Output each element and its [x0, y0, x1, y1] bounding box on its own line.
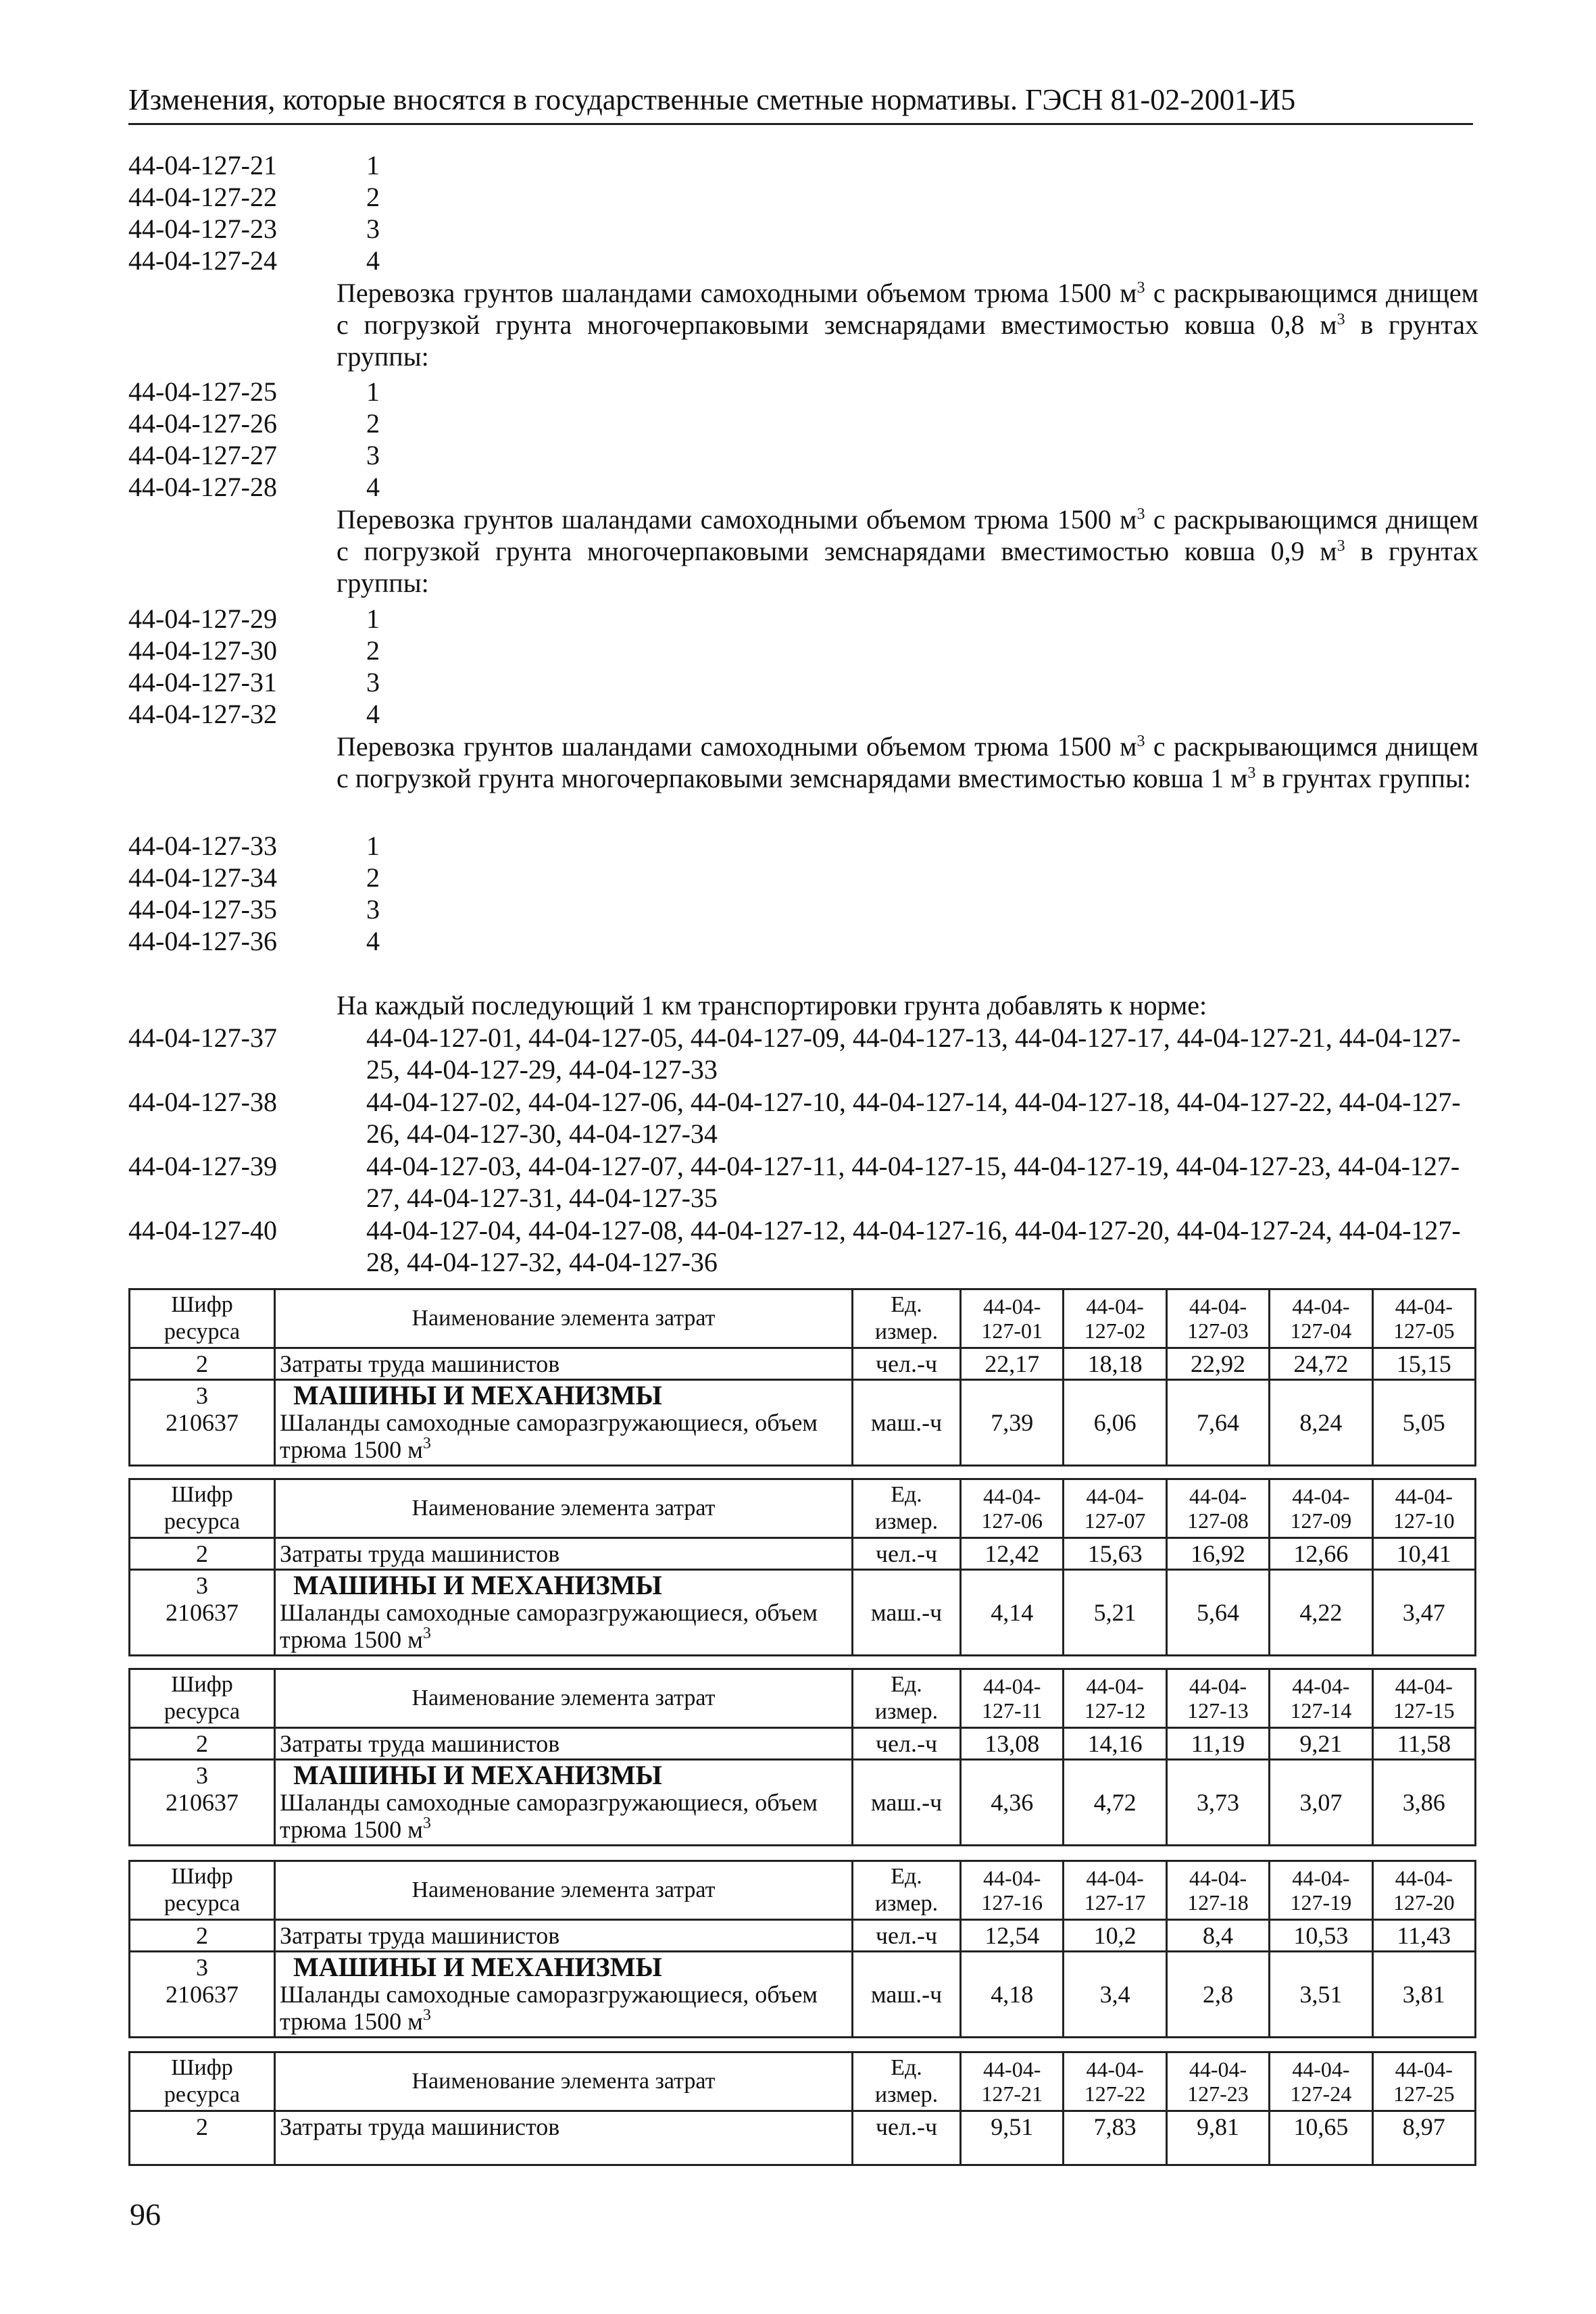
page-header: Изменения, которые вносятся в государственные сметные нормативы. ГЭСН 81-02-2001-И5	[128, 80, 1473, 125]
header-norm-code: 44-04- 127-17	[1064, 1861, 1166, 1920]
header-unit: Ед. измер.	[853, 1479, 961, 1538]
header-norm-code: 44-04- 127-03	[1166, 1289, 1269, 1348]
header-norm-code: 44-04- 127-08	[1166, 1479, 1269, 1538]
header-norm-code: 44-04- 127-10	[1372, 1479, 1475, 1538]
header-norm-code: 44-04- 127-18	[1166, 1861, 1269, 1920]
section-description: Перевозка грунтов шаландами самоходными объемом трюма 1500 $м^3$ с раскрывающимся днищем с погрузкой грунта многочерпаковыми земснарядами вместимостью ковша 1 $м^3$ в грунтах группы:	[336, 731, 1478, 793]
header-name: Наименование элемента затрат	[275, 1479, 853, 1538]
header-cipher: Шифр ресурса	[130, 1479, 275, 1538]
norm-table	[128, 1478, 1476, 1656]
addition-intro: На каждый последующий 1 км транспортировки грунта добавлять к норме:	[336, 990, 1207, 1020]
header-norm-code: 44-04- 127-01	[961, 1289, 1064, 1348]
header-cipher: Шифр ресурса	[130, 1289, 275, 1348]
header-norm-code: 44-04- 127-13	[1166, 1669, 1269, 1728]
header-norm-code: 44-04- 127-20	[1372, 1861, 1475, 1920]
table-row: 2 Затраты труда машинистов чел.-ч 12,42 15,63 16,92 12,66 10,41	[130, 1538, 1476, 1570]
table-row: 2 Затраты труда машинистов чел.-ч 22,17 18,18 22,92 24,72 15,15	[130, 1348, 1476, 1380]
table-row: 3 210637 МАШИНЫ И МЕХАНИЗМЫ Шаланды самоходные саморазгружающиеся, объем трюма 1500 $м^3$ маш.-ч 4,14 5,21 5,64 4,22 3,47	[130, 1570, 1476, 1656]
table-row: 2 Затраты труда машинистов чел.-ч 12,54 10,2 8,4 10,53 11,43	[130, 1920, 1476, 1952]
header-unit: Ед. измер.	[853, 1289, 961, 1348]
table-row: 3 210637 МАШИНЫ И МЕХАНИЗМЫ Шаланды самоходные саморазгружающиеся, объем трюма 1500 $м^3$ маш.-ч 4,18 3,4 2,8 3,51 3,81	[130, 1952, 1476, 2038]
header-cipher: Шифр ресурса	[130, 1861, 275, 1920]
table-row: 3 210637 МАШИНЫ И МЕХАНИЗМЫ Шаланды самоходные саморазгружающиеся, объем трюма 1500 $м^3$ маш.-ч 4,36 4,72 3,73 3,07 3,86	[130, 1760, 1476, 1846]
header-unit: Ед. измер.	[853, 2052, 961, 2111]
table-row: 2 Затраты труда машинистов чел.-ч 13,08 14,16 11,19 9,21 11,58	[130, 1728, 1476, 1760]
header-norm-code: 44-04- 127-05	[1372, 1289, 1475, 1348]
header-norm-code: 44-04- 127-19	[1270, 1861, 1372, 1920]
header-norm-code: 44-04- 127-06	[961, 1479, 1064, 1538]
norm-table	[128, 2051, 1476, 2166]
header-norm-code: 44-04- 127-22	[1064, 2052, 1166, 2111]
header-norm-code: 44-04- 127-09	[1270, 1479, 1372, 1538]
header-norm-code: 44-04- 127-04	[1270, 1289, 1372, 1348]
header-norm-code: 44-04- 127-24	[1270, 2052, 1372, 2111]
header-cipher: Шифр ресурса	[130, 1669, 275, 1728]
header-name: Наименование элемента затрат	[275, 1669, 853, 1728]
header-norm-code: 44-04- 127-07	[1064, 1479, 1166, 1538]
header-norm-code: 44-04- 127-11	[961, 1669, 1064, 1728]
table-row: 2 Затраты труда машинистов чел.-ч 9,51 7,83 9,81 10,65 8,97	[130, 2111, 1476, 2165]
header-name: Наименование элемента затрат	[275, 1289, 853, 1348]
header-norm-code: 44-04- 127-23	[1166, 2052, 1269, 2111]
header-norm-code: 44-04- 127-14	[1270, 1669, 1372, 1728]
header-unit: Ед. измер.	[853, 1669, 961, 1728]
norm-table	[128, 1860, 1476, 2038]
table-row: 3 210637 МАШИНЫ И МЕХАНИЗМЫ Шаланды самоходные саморазгружающиеся, объем трюма 1500 $м^3$ маш.-ч 7,39 6,06 7,64 8,24 5,05	[130, 1380, 1476, 1466]
header-norm-code: 44-04- 127-16	[961, 1861, 1064, 1920]
page-number: 96	[130, 2197, 161, 2232]
header-name: Наименование элемента затрат	[275, 1861, 853, 1920]
header-norm-code: 44-04- 127-15	[1372, 1669, 1475, 1728]
section-description: Перевозка грунтов шаландами самоходными объемом трюма 1500 $м^3$ с раскрывающимся днищем с погрузкой грунта многочерпаковыми земснарядами вместимостью ковша 0,8 $м^3$ в грунтах группы:	[336, 278, 1478, 372]
header-name: Наименование элемента затрат	[275, 2052, 853, 2111]
header-norm-code: 44-04- 127-02	[1064, 1289, 1166, 1348]
header-norm-code: 44-04- 127-12	[1064, 1669, 1166, 1728]
norm-table	[128, 1668, 1476, 1846]
norm-table	[128, 1288, 1476, 1467]
section-description: Перевозка грунтов шаландами самоходными объемом трюма 1500 $м^3$ с раскрывающимся днищем с погрузкой грунта многочерпаковыми земснарядами вместимостью ковша 0,9 $м^3$ в грунтах группы:	[336, 504, 1478, 598]
header-norm-code: 44-04- 127-21	[961, 2052, 1064, 2111]
header-norm-code: 44-04- 127-25	[1372, 2052, 1475, 2111]
header-unit: Ед. измер.	[853, 1861, 961, 1920]
header-cipher: Шифр ресурса	[130, 2052, 275, 2111]
